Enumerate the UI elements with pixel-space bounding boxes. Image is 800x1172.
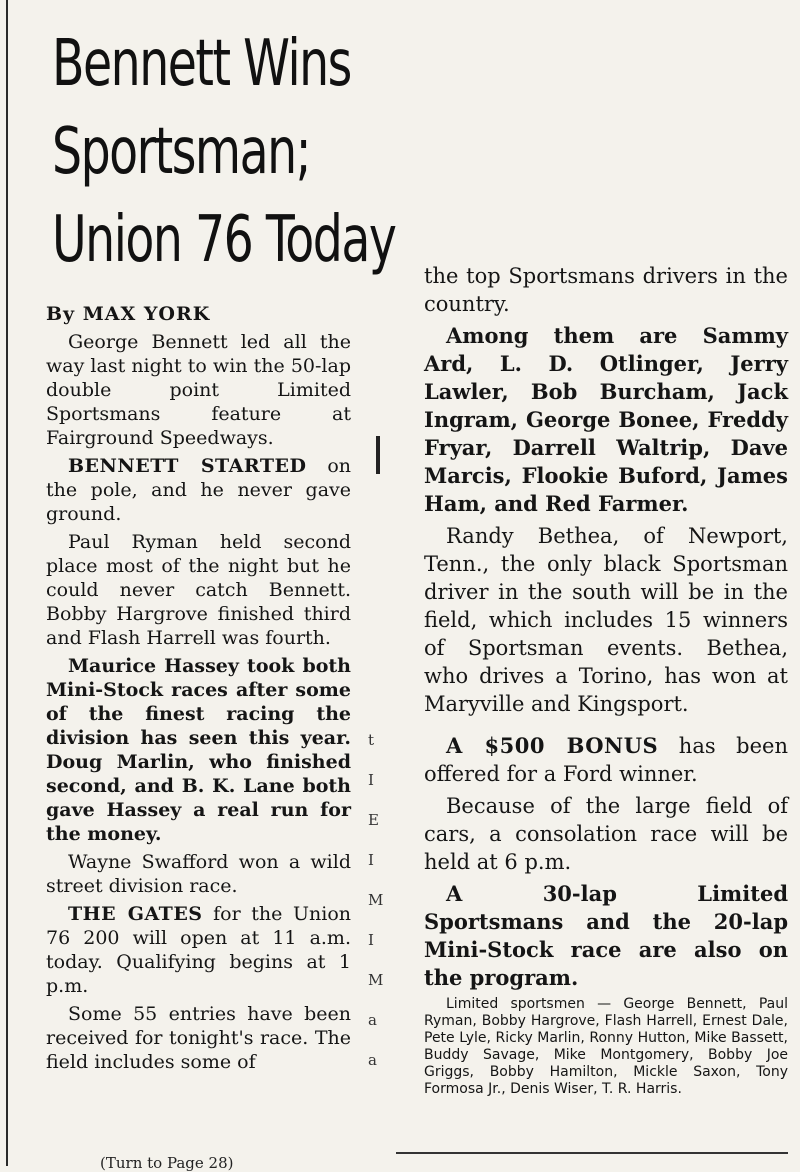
gutter-fragment: t (368, 731, 375, 749)
byline: By MAX YORK (46, 303, 211, 325)
bottom-rule (396, 1152, 788, 1154)
paragraph-r2: Among them are Sammy Ard, L. D. Otlinger, Jerry Lawler, Bob Burcham, Jack Ingram, George Bonee, Freddy Fryar, Darrell Waltrip, Dave Marcis, Flookie Buford, James Ham, and Red Farmer. (424, 323, 788, 516)
paragraph-5: Wayne Swafford won a wild street division race. (46, 851, 351, 897)
paragraph-r5: Because of the large field of cars, a consolation race will be held at 6 p.m. (424, 794, 788, 874)
headline-line-1: Bennett Wins (52, 27, 351, 101)
gutter-fragment: I (368, 771, 374, 789)
left-column (46, 302, 351, 1078)
paragraph-2-lead: BENNETT STARTED (68, 455, 307, 477)
clipping-edge (6, 0, 8, 1166)
gutter-fragment: E (368, 811, 379, 829)
paragraph-1: George Bennett led all the way last night to win the 50-lap double point Limited Sportsmans feature at Fairground Speedways. (46, 331, 351, 449)
gutter-fragment: a (368, 1051, 377, 1069)
paragraph-4: Maurice Hassey took both Mini-Stock races after some of the finest racing the division has seen this year. Doug Marlin, who finished second, and B. K. Lane both gave Hassey a real run for the money. (46, 655, 351, 845)
paragraph-2-rest: on the pole, and he never gave ground. (46, 455, 351, 525)
headline (52, 20, 396, 284)
continuation-note: (Turn to Page 28) (100, 1154, 234, 1172)
gutter-fragments (368, 420, 392, 1160)
gutter-fragment: I (368, 851, 374, 869)
gutter-fragment: M (368, 891, 384, 909)
paragraph-6-lead: THE GATES (68, 903, 203, 925)
headline-line-3: Union 76 Today (52, 203, 396, 277)
paragraph-r3: Randy Bethea, of Newport, Tenn., the only black Sportsman driver in the south will be in the field, which includes 15 winners of Sportsman events. Bethea, who drives a Torino, has won at Maryville and Kingsport. (424, 524, 788, 716)
paragraph-r4-lead: A $500 BONUS (446, 733, 659, 758)
paragraph-3: Paul Ryman held second place most of the night but he could never catch Bennett. Bobby Hargrove finished third and Flash Harrell was fourth. (46, 531, 351, 649)
paragraph-r4-rest: has been offered for a Ford winner. (424, 734, 788, 786)
paragraph-6 (46, 902, 351, 998)
paragraph-2 (46, 454, 351, 526)
paragraph-6-rest: for the Union 76 200 will open at 11 a.m. today. Qualifying begins at 1 p.m. (46, 903, 351, 997)
gutter-fragment: M (368, 971, 384, 989)
paragraph-7: Some 55 entries have been received for tonight's race. The field includes some of (46, 1003, 351, 1073)
gutter-fragment: I (368, 931, 374, 949)
paragraph-r4 (424, 732, 788, 788)
paragraph-r6: A 30-lap Limited Sportsmans and the 20-lap Mini-Stock race are also on the program. (424, 881, 788, 990)
headline-line-2: Sportsman; (52, 115, 311, 189)
paragraph-r1: the top Sportsmans drivers in the country. (424, 264, 788, 316)
right-column (424, 262, 788, 1102)
race-results: Limited sportsmen — George Bennett, Paul Ryman, Bobby Hargrove, Flash Harrell, Ernest Dale, Pete Lyle, Ricky Marlin, Ronny Hutton, Mike Bassett, Buddy Savage, Mike Montgomery, Bobby Joe Griggs, Bobby Hamilton, Mickle Saxon, Tony Formosa Jr., Denis Wiser, T. R. Harris. (424, 996, 788, 1097)
gutter-fragment: a (368, 1011, 377, 1029)
